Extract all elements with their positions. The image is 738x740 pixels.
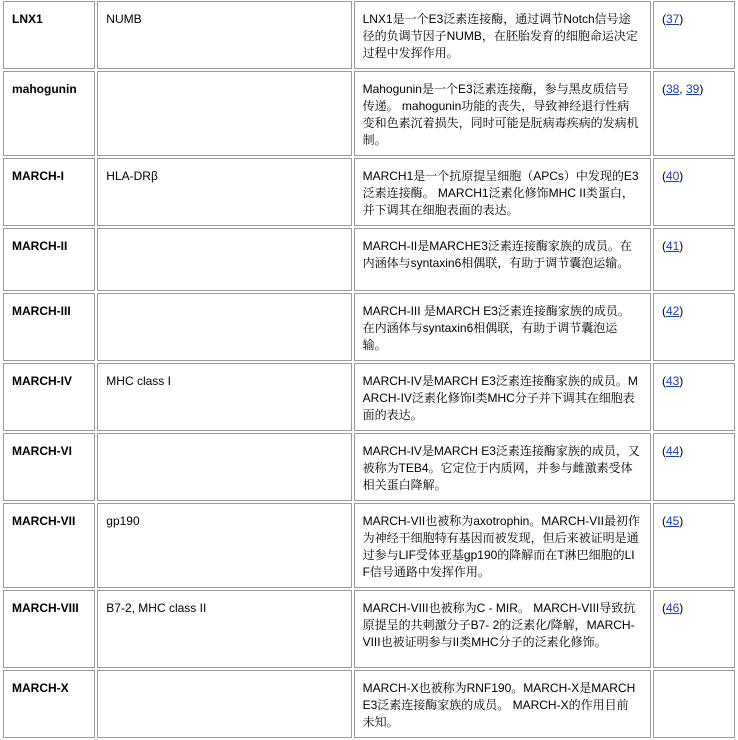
reference-link[interactable]: 38 [665, 82, 680, 96]
substrate-cell [97, 228, 351, 291]
table-row [3, 433, 735, 501]
ligase-name-cell: MARCH-VI [3, 433, 95, 501]
description-cell [354, 71, 651, 156]
ligase-name-cell: mahogunin [3, 71, 95, 156]
description-text: MARCH-VII也被称为axotrophin。MARCH-VII最初作为神经干细胞特有基因而被发现，但后来被证明是通过参与LIF受体亚基gp190的降解而在T淋巴细胞的LIF信号通路中发挥作用。 [362, 514, 640, 579]
table-row [3, 590, 735, 668]
ligase-name-cell: LNX1 [3, 1, 95, 69]
table-row [3, 228, 735, 291]
substrate-cell: NUMB [97, 1, 351, 69]
substrate-cell: MHC class I [97, 363, 351, 431]
reference-link[interactable]: 46 [665, 601, 680, 615]
ligase-name-cell: MARCH-III [3, 293, 95, 361]
reference-cell: (40) [653, 158, 735, 226]
substrate-cell: B7-2, MHC class II [97, 590, 351, 668]
table-row [3, 670, 735, 738]
description-text: MARCH-II是MARCHE3泛素连接酶家族的成员。在内涵体与syntaxin6相偶联，有助于调节囊泡运输。 [362, 239, 632, 270]
description-cell [354, 228, 651, 291]
ligase-name-cell: MARCH-VIII [3, 590, 95, 668]
description-text: MARCH1是一个抗原提呈细胞（APCs）中发现的E3泛素连接酶。 MARCH1泛素化修饰MHC II类蛋白，并下调其在细胞表面的表达。 [362, 169, 639, 217]
description-text: MARCH-IV是MARCH E3泛素连接酶家族的成员，又被称为TEB4。它定位于内质网，并参与雌激素受体相关蛋白降解。 [362, 444, 640, 492]
substrate-cell [97, 293, 351, 361]
reference-link[interactable]: 39 [685, 82, 700, 96]
description-cell [354, 158, 651, 226]
reference-cell: (45) [653, 503, 735, 588]
table-row [3, 293, 735, 361]
reference-link[interactable]: 43 [665, 374, 680, 388]
reference-link[interactable]: 42 [665, 304, 680, 318]
table-row [3, 1, 735, 69]
reference-cell: (38, 39) [653, 71, 735, 156]
substrate-cell [97, 433, 351, 501]
ligase-name-cell: MARCH-VII [3, 503, 95, 588]
description-cell [354, 670, 651, 738]
description-text: Mahogunin是一个E3泛素连接酶，参与黑皮质信号传递。 mahogunin功能的丧失，导致神经退行性病变和色素沉着损失，同时可能是朊病毒疾病的发病机制。 [362, 82, 639, 147]
description-text: MARCH-III 是MARCH E3泛素连接酶家族的成员。在内涵体与syntaxin6相偶联，有助于调节囊泡运输。 [362, 304, 630, 352]
reference-link[interactable]: 44 [665, 444, 680, 458]
table-row [3, 503, 735, 588]
substrate-cell [97, 670, 351, 738]
table-row [3, 158, 735, 226]
reference-cell: (46) [653, 590, 735, 668]
ligase-name-cell: MARCH-X [3, 670, 95, 738]
ligase-name-cell: MARCH-I [3, 158, 95, 226]
reference-link[interactable]: 45 [665, 514, 680, 528]
description-text: MARCH-VIII也被称为C - MIR。 MARCH-VIII导致抗原提呈的共刺激分子B7- 2的泛素化/降解，MARCH-VIII也被证明参与II类MHC分子的泛素化修饰。 [362, 601, 636, 649]
reference-cell: (44) [653, 433, 735, 501]
description-text: MARCH-X也被称为RNF190。MARCH-X是MARCH E3泛素连接酶家族的成员。 MARCH-X的作用目前未知。 [362, 681, 636, 729]
reference-cell: (37) [653, 1, 735, 69]
description-cell [354, 293, 651, 361]
e3-ligase-table [1, 0, 737, 740]
substrate-cell [97, 71, 351, 156]
description-text: MARCH-IV是MARCH E3泛素连接酶家族的成员。MARCH-IV泛素化修饰Ⅰ类MHC分子并下调其在细胞表面的表达。 [362, 374, 638, 422]
description-text: LNX1是一个E3泛素连接酶，通过调节Notch信号途径的负调节因子NUMB，在胚胎发育的细胞命运决定过程中发挥作用。 [362, 12, 638, 60]
reference-cell: (42) [653, 293, 735, 361]
reference-cell: (43) [653, 363, 735, 431]
description-cell [354, 363, 651, 431]
ligase-name-cell: MARCH-II [3, 228, 95, 291]
reference-cell [653, 670, 735, 738]
table-row [3, 71, 735, 156]
ligase-name-cell: MARCH-IV [3, 363, 95, 431]
reference-link[interactable]: 40 [665, 169, 680, 183]
description-cell [354, 590, 651, 668]
reference-cell: (41) [653, 228, 735, 291]
description-cell [354, 433, 651, 501]
reference-link[interactable]: 41 [665, 239, 680, 253]
reference-link[interactable]: 37 [665, 12, 680, 26]
substrate-cell: gp190 [97, 503, 351, 588]
substrate-cell: HLA-DRβ [97, 158, 351, 226]
description-cell [354, 503, 651, 588]
table-row [3, 363, 735, 431]
table-body [3, 1, 735, 738]
description-cell [354, 1, 651, 69]
